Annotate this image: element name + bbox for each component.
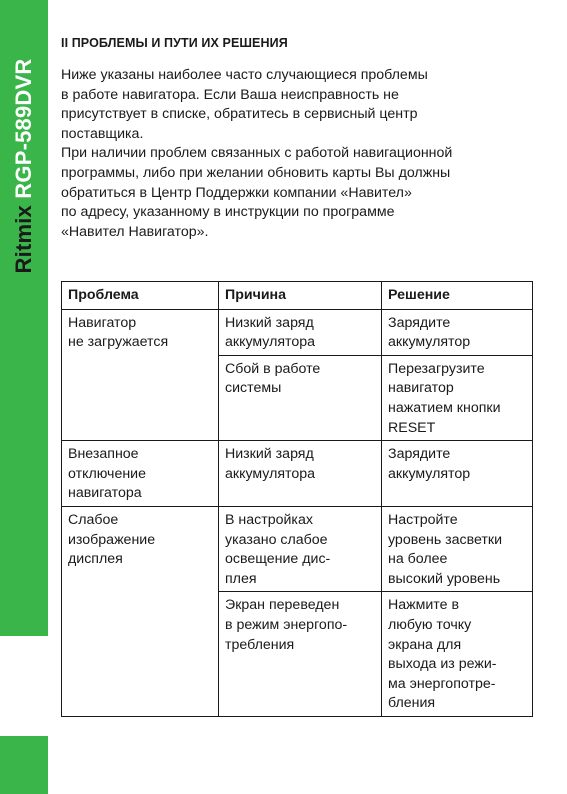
intro-line: «Навител Навигатор».: [61, 223, 209, 240]
header-cause: Причина: [219, 282, 382, 310]
problem-cell: Навигатор не загружается: [62, 309, 219, 441]
solution-cell: Настройте уровень засветки на более высокий уровень: [382, 506, 533, 591]
intro-line: присутствует в списке, обратитесь в сервисный центр: [61, 106, 418, 123]
intro-line: по адресу, указанному в инструкции по программе: [61, 204, 395, 221]
cause-cell: Низкий заряд аккумулятора: [219, 309, 382, 355]
table-row: [62, 441, 533, 507]
intro-line: поставщика.: [61, 125, 144, 142]
cause-cell: В настройках указано слабое освещение дис- плея: [219, 506, 382, 591]
section-title: II ПРОБЛЕМЫ И ПУТИ ИХ РЕШЕНИЯ: [61, 36, 288, 50]
intro-line: Ниже указаны наиболее часто случающиеся проблемы: [61, 67, 428, 83]
intro-text: [61, 66, 531, 242]
intro-line: При наличии проблем связанных с работой навигационной: [61, 145, 453, 162]
intro-line: в работе навигатора. Если Ваша неисправность не: [61, 86, 399, 103]
vertical-brand-label: [11, 59, 37, 274]
brand-model: RGP-589DVR: [11, 58, 36, 199]
solution-cell: Зарядите аккумулятор: [382, 441, 533, 507]
cause-cell: Низкий заряд аккумулятора: [219, 441, 382, 507]
side-color-bar-bottom: [0, 736, 48, 794]
solution-cell: Нажмите в любую точку экрана для выхода из режи- ма энергопотре- бления: [382, 592, 533, 717]
problem-cell: Слабое изображение дисплея: [62, 506, 219, 716]
solution-cell: Перезагрузите навигатор нажатием кнопки RESET: [382, 355, 533, 440]
header-problem: Проблема: [62, 282, 219, 310]
intro-line: обратиться в Центр Поддержки компании «Навител»: [61, 184, 412, 201]
table-header-row: [62, 282, 533, 310]
cause-cell: Сбой в работе системы: [219, 355, 382, 440]
table-row: [62, 506, 533, 591]
header-solution: Решение: [382, 282, 533, 310]
solution-cell: Зарядите аккумулятор: [382, 309, 533, 355]
intro-line: программы, либо при желании обновить карты Вы должны: [61, 164, 451, 181]
cause-cell: Экран переведен в режим энергопо- требления: [219, 592, 382, 717]
troubleshooting-table: [61, 281, 533, 717]
table-row: [62, 309, 533, 355]
brand-name: Ritmix: [11, 205, 36, 274]
problem-cell: Внезапное отключение навигатора: [62, 441, 219, 507]
